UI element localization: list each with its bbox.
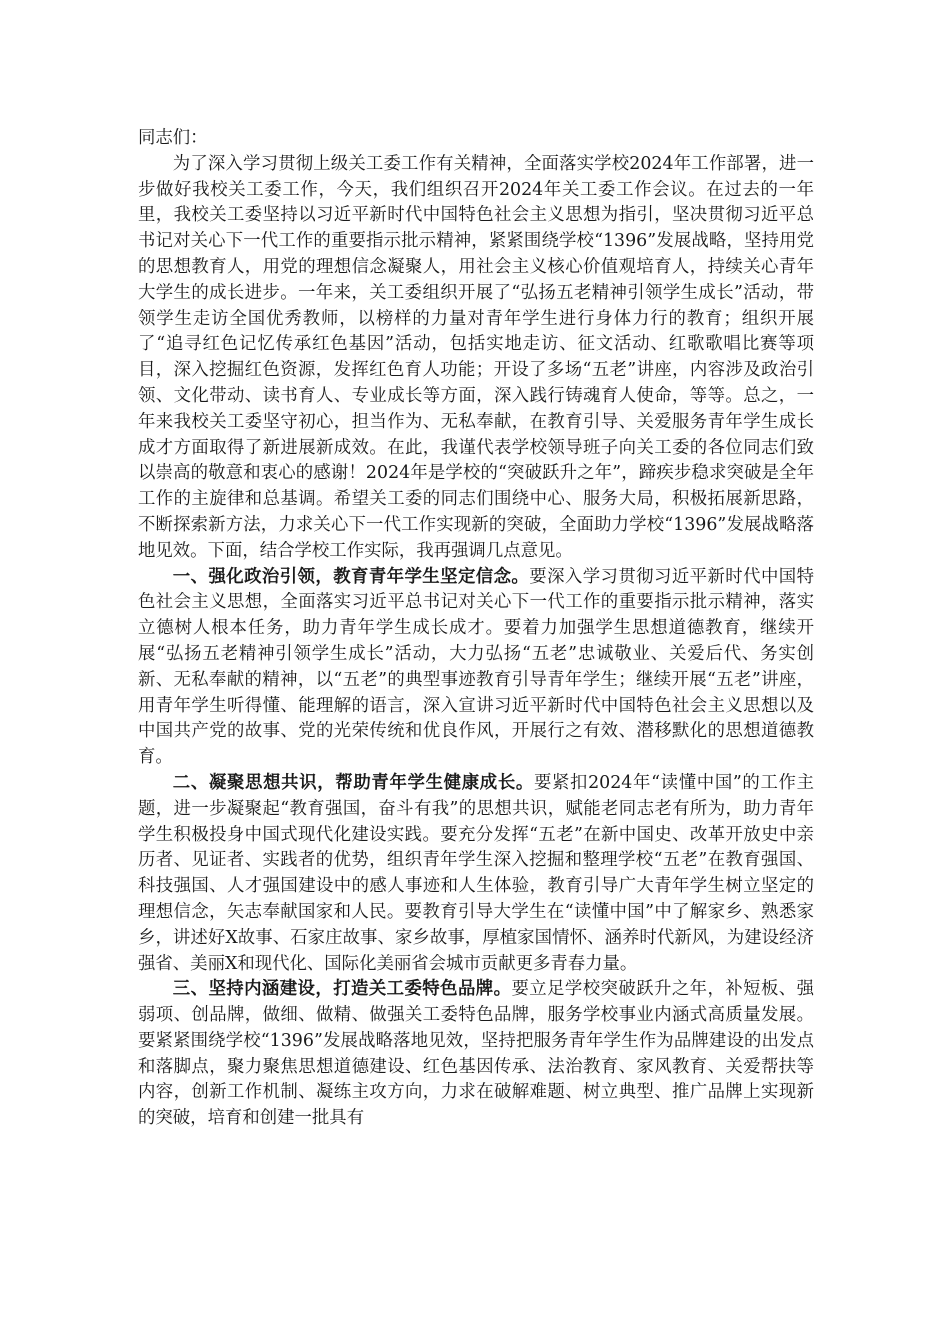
- section-1-heading: 一、强化政治引领，教育青年学生坚定信念。: [172, 566, 530, 587]
- salutation: 同志们：: [138, 128, 208, 148]
- document-page: [138, 126, 814, 1132]
- section-1-body: 要深入学习贯彻习近平新时代中国特色社会主义思想，全面落实习近平总书记对关心下一代工作的重要指示批示精神，落实立德树人根本任务，助力青年学生成长成才。要着力加强学生思想道德教育，继续开展“弘扬五老精神引领学生成长”活动，大力弘扬“五老”忠诚敬业、关爱后代、务实创新、无私奉献的精神，以“五老”的典型事迹教育引导青年学生；继续开展“五老”讲座，用青年学生听得懂、能理解的语言，深入宣讲习近平新时代中国特色社会主义思想以及中国共产党的故事、党的光荣传统和优良作风，开展行之有效、潜移默化的思想道德教育。: [138, 566, 814, 768]
- intro-paragraph: 为了深入学习贯彻上级关工委工作有关精神，全面落实学校2024年工作部署，进一步做好我校关工委工作，今天，我们组织召开2024年关工委工作会议。在过去的一年里，我校关工委坚持以习近平新时代中国特色社会主义思想为指引，坚决贯彻习近平总书记对关心下一代工作的重要指示批示精神，紧紧围绕学校“1396”发展战略，坚持用党的思想教育人，用党的理想信念凝聚人，用社会主义核心价值观培育人，持续关心青年大学生的成长进步。一年来，关工委组织开展了“弘扬五老精神引领学生成长”活动，带领学生走访全国优秀教师，以榜样的力量对青年学生进行身体力行的教育；组织开展了“追寻红色记忆传承红色基因”活动，包括实地走访、征文活动、红歌歌唱比赛等项目，深入挖掘红色资源，发挥红色育人功能；开设了多场“五老”讲座，内容涉及政治引领、文化带动、读书育人、专业成长等方面，深入践行铸魂育人使命，等等。总之，一年来我校关工委坚守初心，担当作为、无私奉献，在教育引导、关爱服务青年学生成长成才方面取得了新进展新成效。在此，我谨代表学校领导班子向关工委的各位同志们致以崇高的敬意和衷心的感谢！2024年是学校的“突破跃升之年”，蹄疾步稳求突破是全年工作的主旋律和总基调。希望关工委的同志们围绕中心、服务大局，积极拓展新思路，不断探索新方法，力求关心下一代工作实现新的突破，全面助力学校“1396”发展战略落地见效。下面，结合学校工作实际，我再强调几点意见。: [138, 153, 814, 561]
- section-2-body: 要紧扣2024年“读懂中国”的工作主题，进一步凝聚起“教育强国，奋斗有我”的思想共识，赋能老同志老有所为，助力青年学生积极投身中国式现代化建设实践。要充分发挥“五老”在新中国史、改革开放史中亲历者、见证者、实践者的优势，组织青年学生深入挖掘和整理学校“五老”在教育强国、科技强国、人才强国建设中的感人事迹和人生体验，教育引导广大青年学生树立坚定的理想信念，矢志奉献国家和人民。要教育引导大学生在“读懂中国”中了解家乡、熟悉家乡，讲述好X故事、石家庄故事、家乡故事，厚植家国情怀、涵养时代新风，为建设经济强省、美丽X和现代化、国际化美丽省会城市贡献更多青春力量。: [138, 772, 814, 974]
- section-2-heading: 二、凝聚思想共识，帮助青年学生健康成长。: [172, 772, 534, 793]
- section-2-paragraph: [138, 771, 814, 977]
- section-3-heading: 三、坚持内涵建设，打造关工委特色品牌。: [172, 979, 512, 1000]
- section-3-body: 要立足学校突破跃升之年，补短板、强弱项、创品牌，做细、做精、做强关工委特色品牌，服务学校事业内涵式高质量发展。要紧紧围绕学校“1396”发展战略落地见效，坚持把服务青年学生作为品牌建设的出发点和落脚点，聚力聚焦思想道德建设、红色基因传承、法治教育、家风教育、关爱帮扶等内容，创新工作机制、凝练主攻方向，力求在破解难题、树立典型、推广品牌上实现新的突破，培育和创建一批具有: [138, 979, 814, 1129]
- section-1-paragraph: [138, 565, 814, 771]
- section-3-paragraph: [138, 977, 814, 1132]
